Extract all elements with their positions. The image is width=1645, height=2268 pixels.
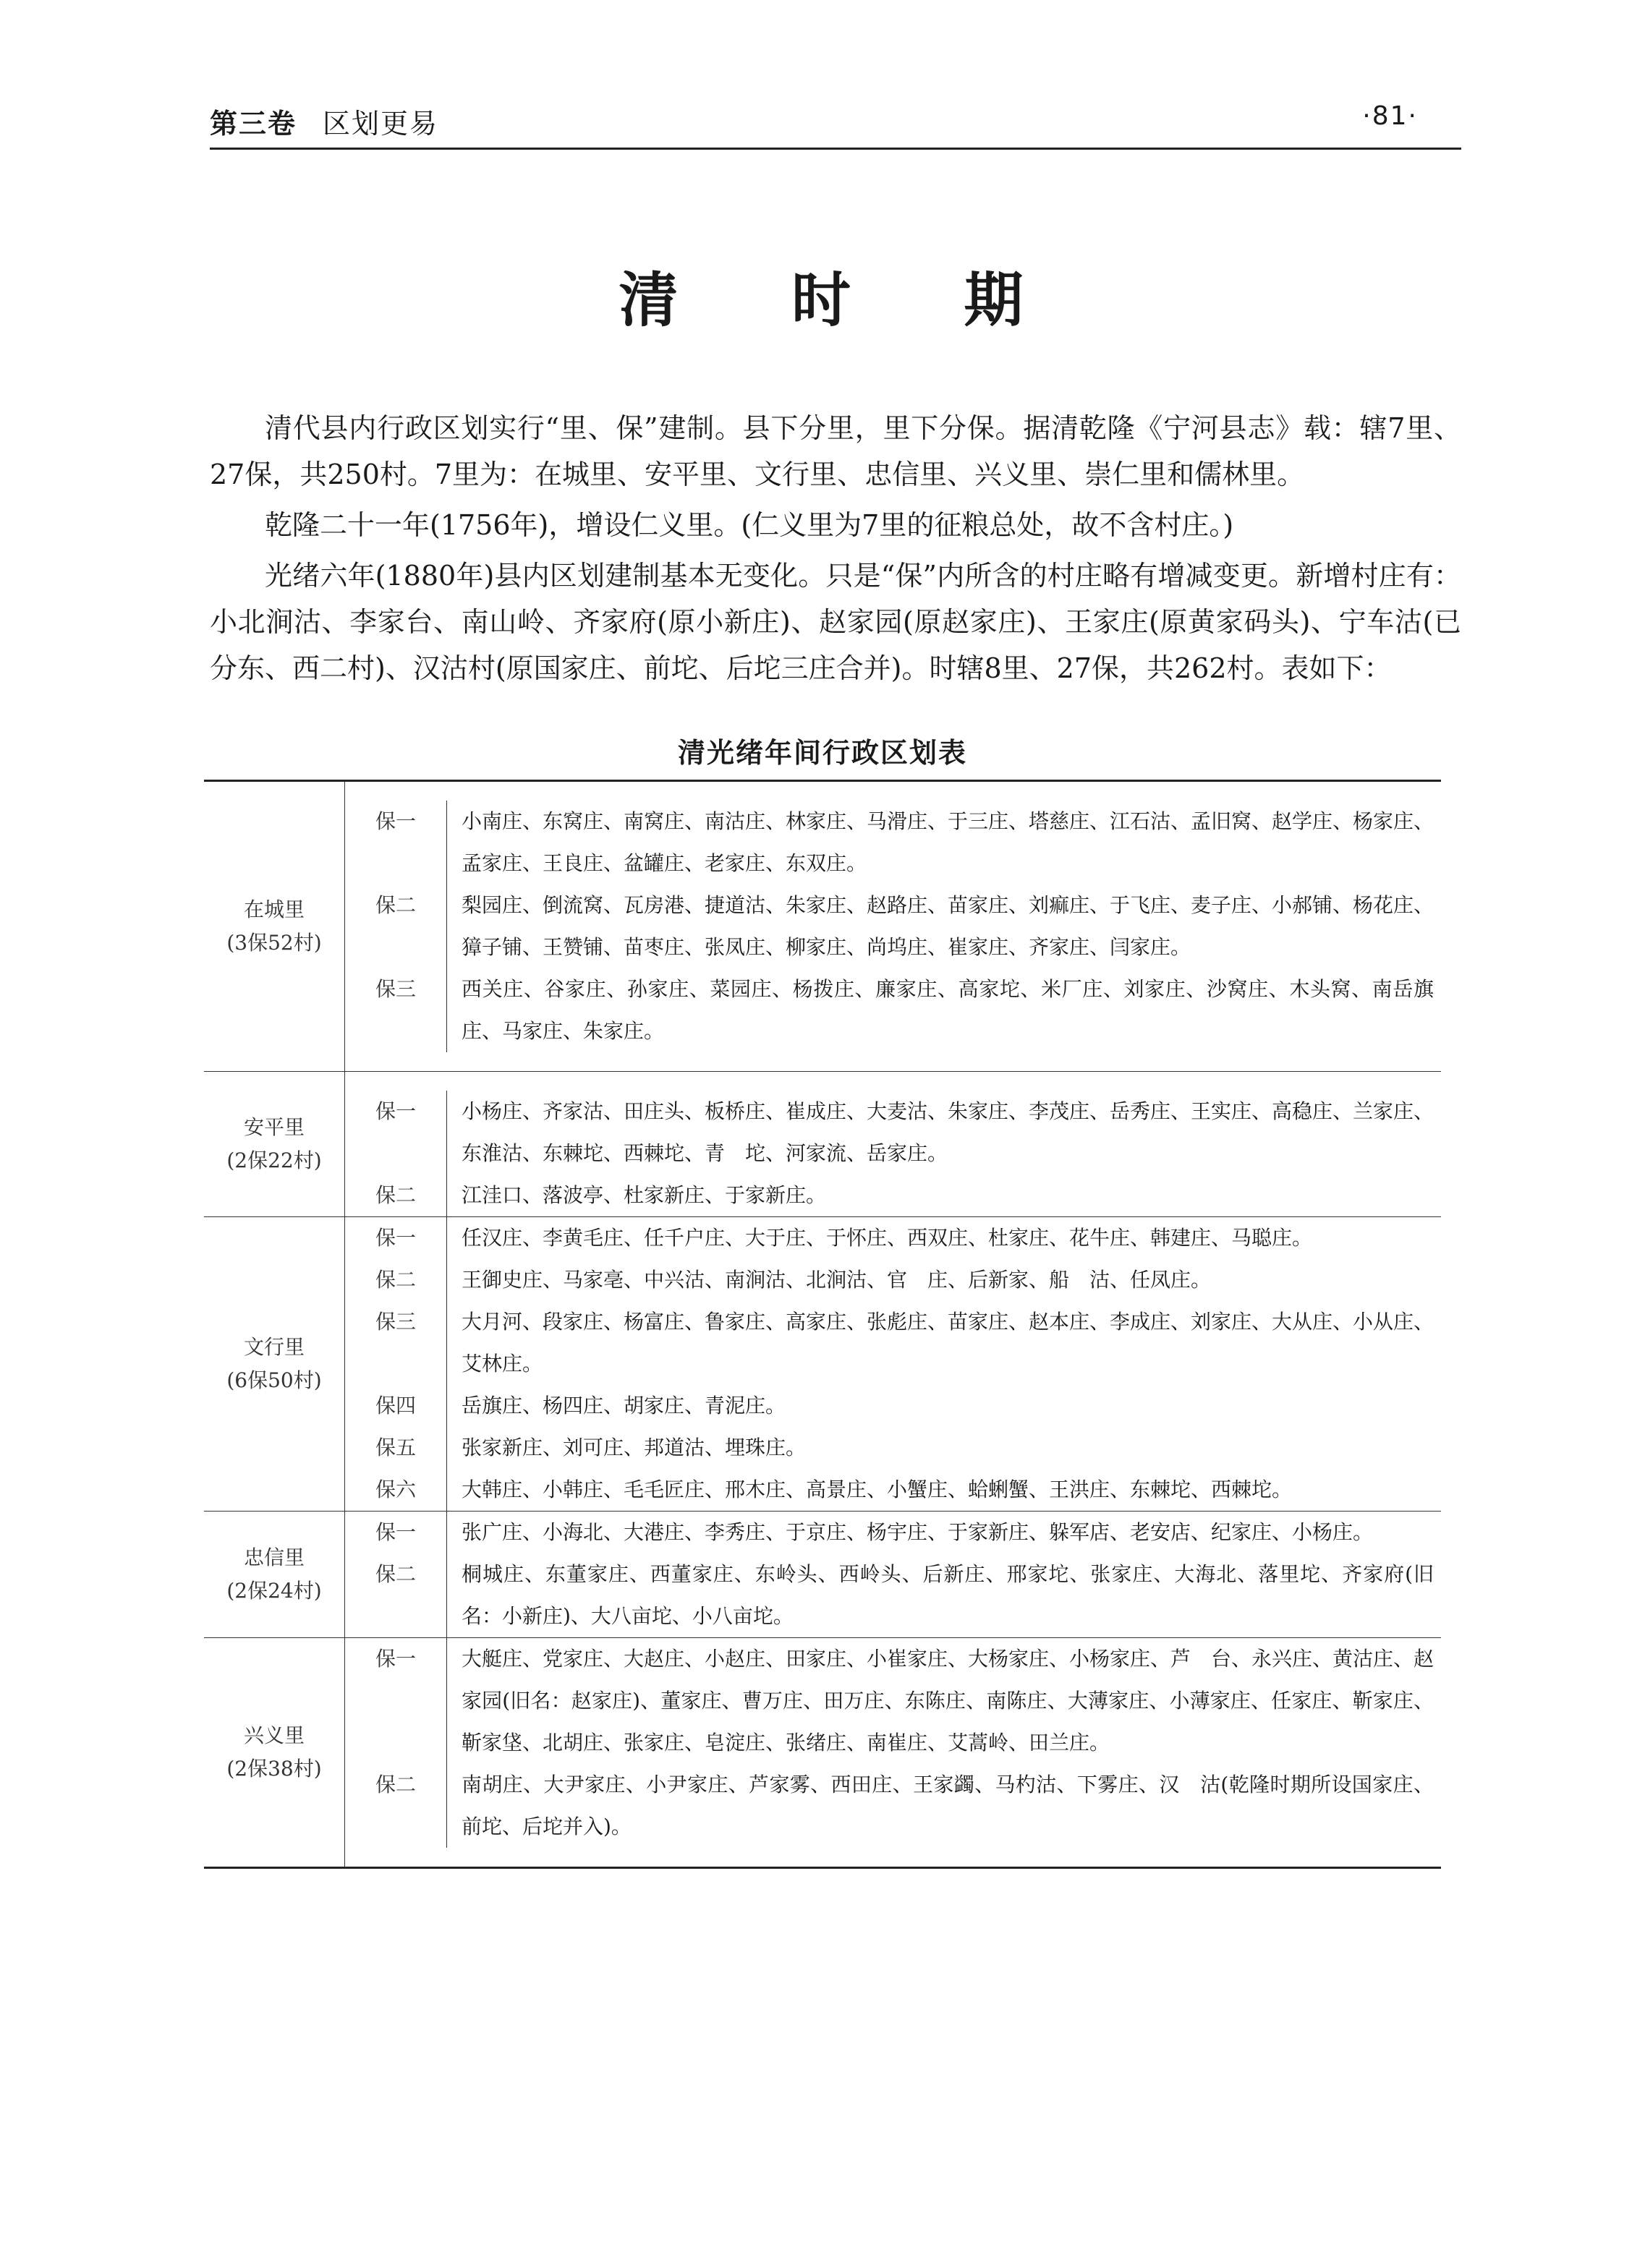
- bao-label: 保一: [345, 1217, 447, 1259]
- bao-rows: [345, 1217, 1441, 1511]
- bao-rows: [345, 782, 1441, 1071]
- paragraph: 光绪六年(1880年)县内区划建制基本无变化。只是“保”内所含的村庄略有增减变更。新增村庄有：小北涧沽、李家台、南山岭、齐家府(原小新庄)、赵家园(原赵家庄)、王家庄(原黄家码头)、宁车沽(已分东、西二村)、汉沽村(原国家庄、前坨、后坨三庄合并)。时辖8里、27保，共262村。表如下：: [210, 560, 1461, 684]
- bao-label: 保三: [345, 1301, 447, 1385]
- table-caption: 清光绪年间行政区划表: [677, 737, 967, 769]
- section-label: 区划更易: [323, 108, 439, 140]
- village-list: 江洼口、落波亭、杜家新庄、于家新庄。: [462, 1183, 827, 1207]
- village-list: 大艇庄、党家庄、大赵庄、小赵庄、田家庄、小崔家庄、大杨家庄、小杨家庄、芦 台、永兴庄、黄沽庄、赵家园(旧名：赵家庄)、董家庄、曹万庄、田万庄、东陈庄、南陈庄、大薄家庄、小薄家庄、任家庄、靳家庄、靳家垡、北胡庄、张家庄、皂淀庄、张绪庄、南崔庄、艾蒿岭、田兰庄。: [462, 1647, 1434, 1755]
- table-row: [345, 968, 1441, 1052]
- group-name-cell: [204, 1217, 345, 1511]
- paragraph: 清代县内行政区划实行“里、保”建制。县下分里，里下分保。据清乾隆《宁河县志》载：辖7里、27保，共250村。7里为：在城里、安平里、文行里、忠信里、兴义里、崇仁里和儒林里。: [210, 412, 1461, 490]
- bao-rows: [345, 1638, 1441, 1867]
- bao-label: 保三: [345, 968, 447, 1052]
- bao-label: 保二: [345, 1764, 447, 1848]
- bao-label: 保一: [345, 1091, 447, 1174]
- chapter-title: 清 时 期: [619, 266, 1070, 335]
- header-divider: [210, 148, 1461, 150]
- table-row: [345, 1385, 1441, 1427]
- volume-label: 第三卷: [210, 108, 297, 140]
- bao-label: 保一: [345, 801, 447, 884]
- group-name-cell: [204, 1072, 345, 1216]
- bao-label: 保四: [345, 1385, 447, 1427]
- table-row: [345, 1764, 1441, 1848]
- village-list: 王御史庄、马家亳、中兴沽、南涧沽、北涧沽、官 庄、后新家、船 沽、任凤庄。: [462, 1268, 1212, 1292]
- bao-label: 保二: [345, 1259, 447, 1301]
- bao-label: 保二: [345, 884, 447, 968]
- table-group-xingyi: [204, 1638, 1441, 1867]
- village-list: 南胡庄、大尹家庄、小尹家庄、芦家雾、西田庄、王家蠲、马杓沽、下雾庄、汉 沽(乾隆时期所设国家庄、前坨、后坨并入)。: [462, 1773, 1434, 1838]
- page-number: ·81·: [1362, 101, 1418, 131]
- village-list: 任汉庄、李黄毛庄、任千户庄、大于庄、于怀庄、西双庄、杜家庄、花牛庄、韩建庄、马聪庄。: [462, 1226, 1313, 1250]
- village-list: 大韩庄、小韩庄、毛毛匠庄、邢木庄、高景庄、小蟹庄、蛤蜊蟹、王洪庄、东棘坨、西棘坨。: [462, 1478, 1293, 1501]
- village-list: 张广庄、小海北、大港庄、李秀庄、于京庄、杨宇庄、于家新庄、躲军店、老安店、纪家庄、小杨庄。: [462, 1520, 1374, 1544]
- bao-label: 保一: [345, 1512, 447, 1553]
- table-row: [345, 1638, 1441, 1764]
- li-count: (3保52村): [226, 931, 322, 955]
- village-list: 桐城庄、东董家庄、西董家庄、东岭头、西岭头、后新庄、邢家坨、张家庄、大海北、落里坨、齐家府(旧名：小新庄)、大八亩坨、小八亩坨。: [462, 1562, 1434, 1628]
- li-count: (2保24村): [226, 1579, 322, 1603]
- li-name: 兴义里: [243, 1723, 305, 1747]
- table-row: [345, 1512, 1441, 1553]
- village-list: 西关庄、谷家庄、孙家庄、菜园庄、杨拨庄、廉家庄、高家坨、米厂庄、刘家庄、沙窝庄、木头窝、南岳旗庄、马家庄、朱家庄。: [462, 977, 1434, 1043]
- table-group-anping: [204, 1072, 1441, 1217]
- bao-label: 保一: [345, 1638, 447, 1764]
- table-row: [345, 1469, 1441, 1511]
- li-count: (2保22村): [226, 1148, 322, 1172]
- village-list: 大月河、段家庄、杨富庄、鲁家庄、高家庄、张彪庄、苗家庄、赵本庄、李成庄、刘家庄、大从庄、小从庄、艾林庄。: [462, 1310, 1434, 1376]
- table-row: [345, 1427, 1441, 1469]
- table-row: [345, 1217, 1441, 1259]
- table-group-zhongxin: [204, 1512, 1441, 1638]
- body-text: [210, 405, 1461, 696]
- li-name: 在城里: [243, 898, 305, 921]
- li-count: (6保50村): [226, 1368, 322, 1392]
- group-name-cell: [204, 1512, 345, 1637]
- table-row: [345, 1553, 1441, 1637]
- bao-rows: [345, 1512, 1441, 1637]
- village-list: 张家新庄、刘可庄、邦道沽、埋珠庄。: [462, 1436, 807, 1459]
- table-row: [345, 884, 1441, 968]
- village-list: 岳旗庄、杨四庄、胡家庄、青泥庄。: [462, 1394, 786, 1418]
- li-name: 安平里: [243, 1115, 305, 1139]
- table-row: [345, 1259, 1441, 1301]
- village-list: 梨园庄、倒流窝、瓦房港、捷道沽、朱家庄、赵路庄、苗家庄、刘痲庄、于飞庄、麦子庄、小郝铺、杨花庄、獐子铺、王赞铺、苗枣庄、张凤庄、柳家庄、尚坞庄、崔家庄、齐家庄、闫家庄。: [462, 893, 1434, 959]
- bao-label: 保二: [345, 1174, 447, 1216]
- paragraph: 乾隆二十一年(1756年)，增设仁义里。(仁义里为7里的征粮总处，故不含村庄。): [265, 509, 1234, 541]
- group-name-cell: [204, 782, 345, 1071]
- table-group-wenxing: [204, 1217, 1441, 1512]
- bao-rows: [345, 1072, 1441, 1216]
- li-name: 忠信里: [243, 1546, 305, 1569]
- li-count: (2保38村): [226, 1757, 322, 1781]
- bao-label: 保五: [345, 1427, 447, 1469]
- li-name: 文行里: [243, 1335, 305, 1359]
- bao-label: 保二: [345, 1553, 447, 1637]
- table-row: [345, 1174, 1441, 1216]
- district-table: [204, 780, 1441, 1869]
- village-list: 小南庄、东窝庄、南窝庄、南沽庄、林家庄、马滑庄、于三庄、塔慈庄、江石沽、孟旧窝、赵学庄、杨家庄、孟家庄、王良庄、盆罐庄、老家庄、东双庄。: [462, 809, 1434, 875]
- table-group-zaicheng: [204, 782, 1441, 1072]
- bao-label: 保六: [345, 1469, 447, 1511]
- village-list: 小杨庄、齐家沽、田庄头、板桥庄、崔成庄、大麦沽、朱家庄、李茂庄、岳秀庄、王实庄、高稳庄、兰家庄、东淮沽、东棘坨、西棘坨、青 坨、河家流、岳家庄。: [462, 1099, 1434, 1165]
- header-left: [210, 101, 438, 141]
- group-name-cell: [204, 1638, 345, 1867]
- table-row: [345, 1091, 1441, 1174]
- table-row: [345, 801, 1441, 884]
- table-row: [345, 1301, 1441, 1385]
- running-header: [210, 95, 1461, 139]
